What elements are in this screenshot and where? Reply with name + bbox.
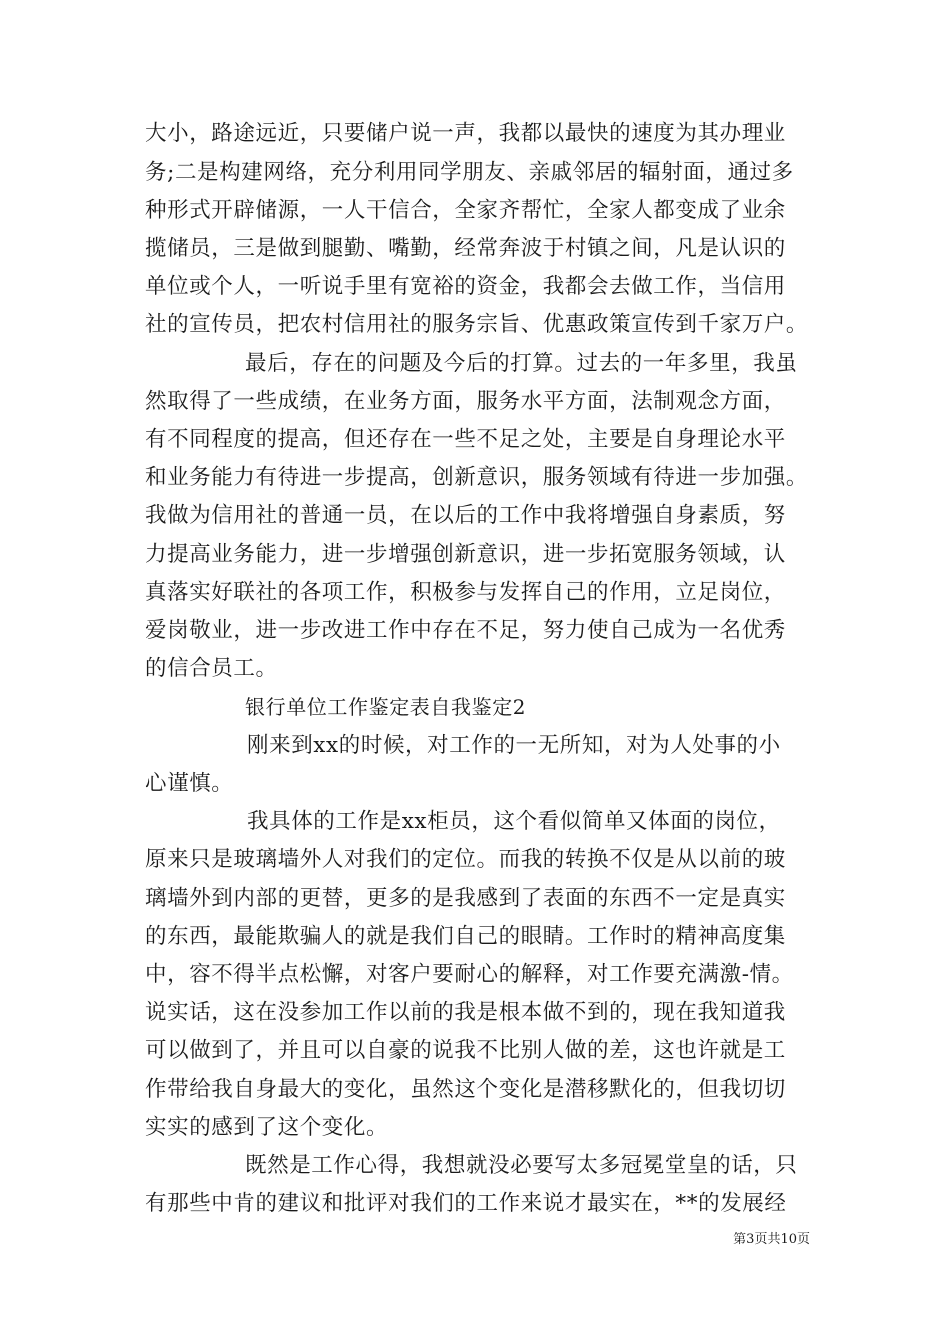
section-heading: 银行单位工作鉴定表自我鉴定2 [245, 695, 527, 719]
body-text-line: 说实话，这在没参加工作以前的我是根本做不到的，现在我知道我 [145, 1000, 786, 1025]
body-text-line: 可以做到了，并且可以自豪的说我不比别人做的差，这也许就是工 [145, 1038, 786, 1063]
body-text-line: 中，容不得半点松懈，对客户要耐心的解释，对工作要充满激-情。 [145, 962, 794, 987]
body-text-line: 的信合员工。 [145, 656, 278, 681]
body-text-line: 我做为信用社的普通一员，在以后的工作中我将增强自身素质，努 [145, 503, 786, 528]
body-text-line: 和业务能力有待进一步提高，创新意识，服务领域有待进一步加强。 [145, 465, 809, 490]
paragraph-first-line: 既然是工作心得，我想就没必要写太多冠冕堂皇的话，只 [245, 1153, 798, 1178]
paragraph-first-line: 刚来到xx的时候，对工作的一无所知，对为人处事的小 [247, 733, 781, 758]
body-text-line: 种形式开辟储源，一人干信合，全家齐帮忙，全家人都变成了业余 [145, 198, 786, 223]
body-text-line: 实实的感到了这个变化。 [145, 1115, 389, 1140]
body-text-line: 务;二是构建网络，充分利用同学朋友、亲戚邻居的辐射面，通过多 [145, 160, 794, 185]
body-text-line: 单位或个人，一听说手里有宽裕的资金，我都会去做工作，当信用 [145, 274, 786, 299]
body-text-line: 真落实好联社的各项工作，积极参与发挥自己的作用，立足岗位， [145, 580, 786, 605]
body-text-line: 爱岗敬业，进一步改进工作中存在不足，努力使自己成为一名优秀 [145, 618, 786, 643]
page-number: 第3页共10页 [733, 1232, 810, 1247]
body-text-line: 有那些中肯的建议和批评对我们的工作来说才最实在，**的发展经 [145, 1191, 787, 1216]
paragraph-first-line: 最后，存在的问题及今后的打算。过去的一年多里，我虽 [245, 351, 798, 376]
body-text-line: 的东西，最能欺骗人的就是我们自己的眼睛。工作时的精神高度集 [145, 924, 786, 949]
body-text-line: 社的宣传员，把农村信用社的服务宗旨、优惠政策宣传到千家万户。 [145, 312, 809, 337]
body-text-line: 有不同程度的提高，但还存在一些不足之处，主要是自身理论水平 [145, 427, 786, 452]
body-text-line: 原来只是玻璃墙外人对我们的定位。而我的转换不仅是从以前的玻 [145, 847, 786, 872]
body-text-line: 大小，路途远近，只要储户说一声，我都以最快的速度为其办理业 [145, 121, 786, 146]
body-text-line: 揽储员，三是做到腿勤、嘴勤，经常奔波于村镇之间，凡是认识的 [145, 236, 786, 261]
body-text-line: 璃墙外到内部的更替，更多的是我感到了表面的东西不一定是真实 [145, 886, 786, 911]
body-text-line: 作带给我自身最大的变化，虽然这个变化是潜移默化的，但我切切 [145, 1077, 786, 1102]
body-text-line: 心谨慎。 [145, 771, 234, 796]
paragraph-first-line: 我具体的工作是xx柜员，这个看似简单又体面的岗位， [247, 809, 781, 834]
body-text-line: 然取得了一些成绩，在业务方面，服务水平方面，法制观念方面， [145, 389, 786, 414]
body-text-line: 力提高业务能力，进一步增强创新意识，进一步拓宽服务领域，认 [145, 542, 786, 567]
